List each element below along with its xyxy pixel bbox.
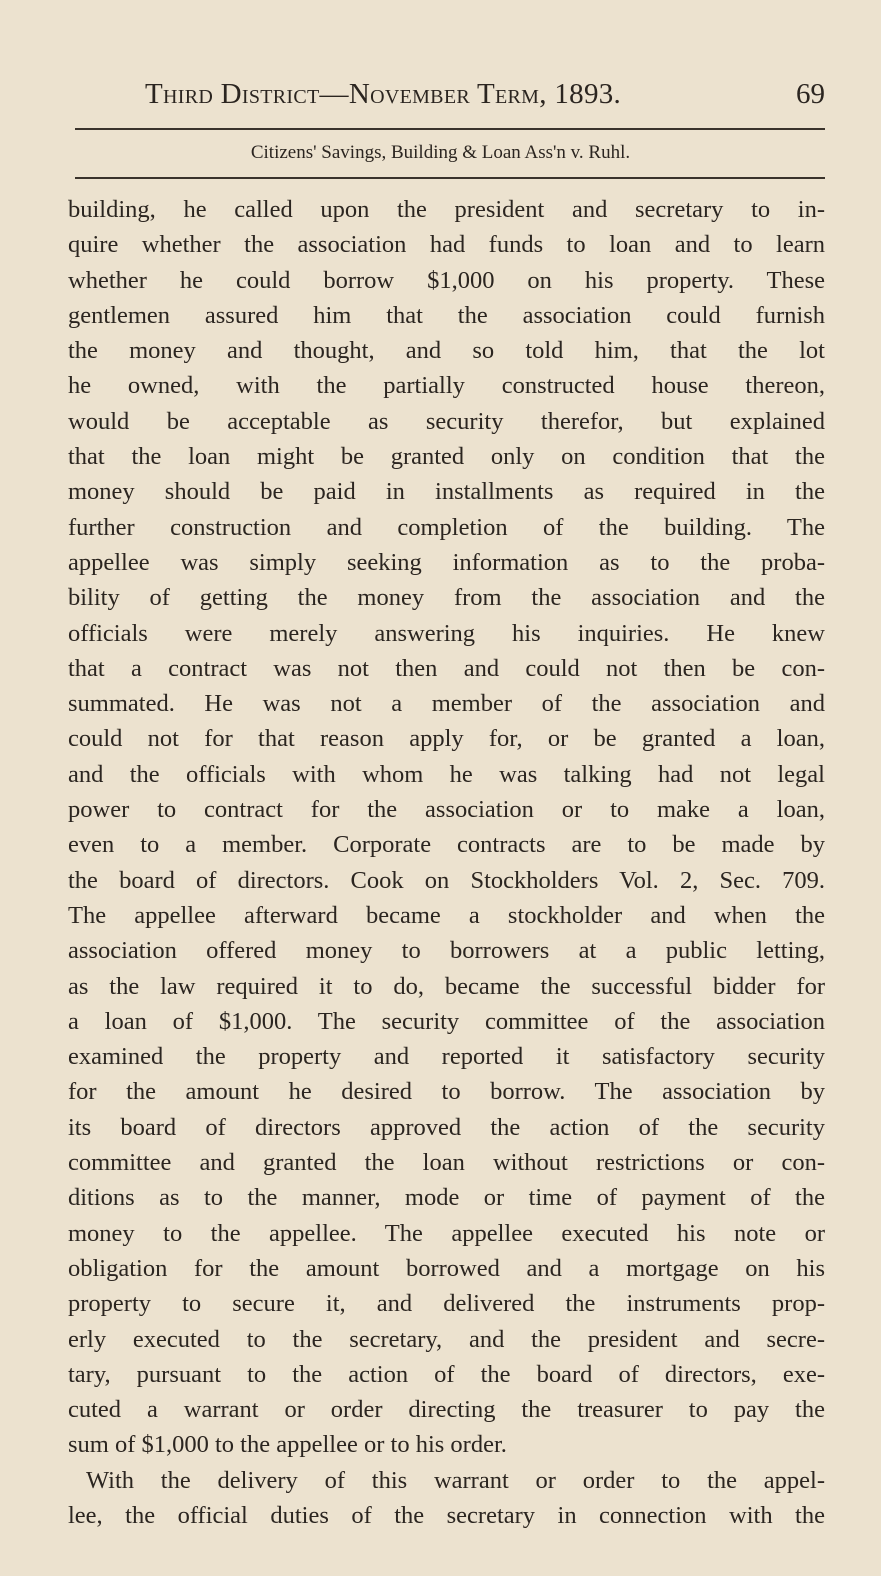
text-line: would be acceptable as security therefor, but explained [68,407,825,435]
text-line: money to the appellee. The appellee executed his note or [68,1219,825,1247]
text-line: as the law required it to do, became the successful bidder for [68,972,825,1000]
text-line: quire whether the association had funds to loan and to learn [68,231,825,259]
text-line: for the amount he desired to borrow. The association by [68,1078,825,1106]
text-line: examined the property and reported it satisfactory security [68,1043,825,1071]
text-line: lee, the official duties of the secretary in connection with the [68,1501,825,1529]
text-line: property to secure it, and delivered the instruments prop- [68,1290,825,1318]
text-line: committee and granted the loan without restrictions or con- [68,1149,825,1177]
text-line: that a contract was not then and could not then be con- [68,654,825,682]
text-line: that the loan might be granted only on condition that the [68,443,825,471]
text-line: erly executed to the secretary, and the president and secre- [68,1325,825,1353]
header-rule-top [75,128,825,130]
text-line: tary, pursuant to the action of the board of directors, exe- [68,1360,825,1388]
text-line: The appellee afterward became a stockholder and when the [68,901,825,929]
running-title: Third District—November Term, 1893. [145,78,622,110]
text-line: building, he called upon the president and secretary to in- [68,196,825,223]
text-line: the money and thought, and so told him, that the lot [68,337,825,365]
text-line: cuted a warrant or order directing the treasurer to pay the [68,1396,825,1424]
case-caption: Citizens' Savings, Building & Loan Ass'n v. Ruhl. [250,142,631,163]
text-line: With the delivery of this warrant or order to the appel- [86,1466,825,1494]
text-line: sum of $1,000 to the appellee or to his order. [68,1431,507,1459]
text-line: money should be paid in installments as required in the [68,478,825,506]
text-line: could not for that reason apply for, or be granted a loan, [68,725,825,753]
text-line: further construction and completion of the building. The [68,513,825,541]
text-line: its board of directors approved the action of the security [68,1113,825,1141]
body-text [68,192,825,1533]
text-line: bility of getting the money from the association and the [68,584,825,612]
header-rule-bottom [75,177,825,179]
text-line: power to contract for the association or to make a loan, [68,796,825,824]
page-number: 69 [796,78,825,110]
text-line: whether he could borrow $1,000 on his property. These [68,266,825,294]
text-line: appellee was simply seeking information as to the proba- [68,548,825,576]
text-line: summated. He was not a member of the association and [68,690,825,718]
text-line: gentlemen assured him that the association could furnish [68,301,825,329]
text-line: a loan of $1,000. The security committee of the association [68,1007,825,1035]
text-line: he owned, with the partially constructed house thereon, [68,372,825,400]
text-line: even to a member. Corporate contracts are to be made by [68,831,825,859]
text-line: obligation for the amount borrowed and a mortgage on his [68,1254,825,1282]
text-line: association offered money to borrowers at a public letting, [68,937,825,965]
text-line: the board of directors. Cook on Stockholders Vol. 2, Sec. 709. [68,866,825,894]
text-line: ditions as to the manner, mode or time of payment of the [68,1184,825,1212]
text-line: and the officials with whom he was talking had not legal [68,760,825,788]
text-line: officials were merely answering his inquiries. He knew [68,619,825,647]
